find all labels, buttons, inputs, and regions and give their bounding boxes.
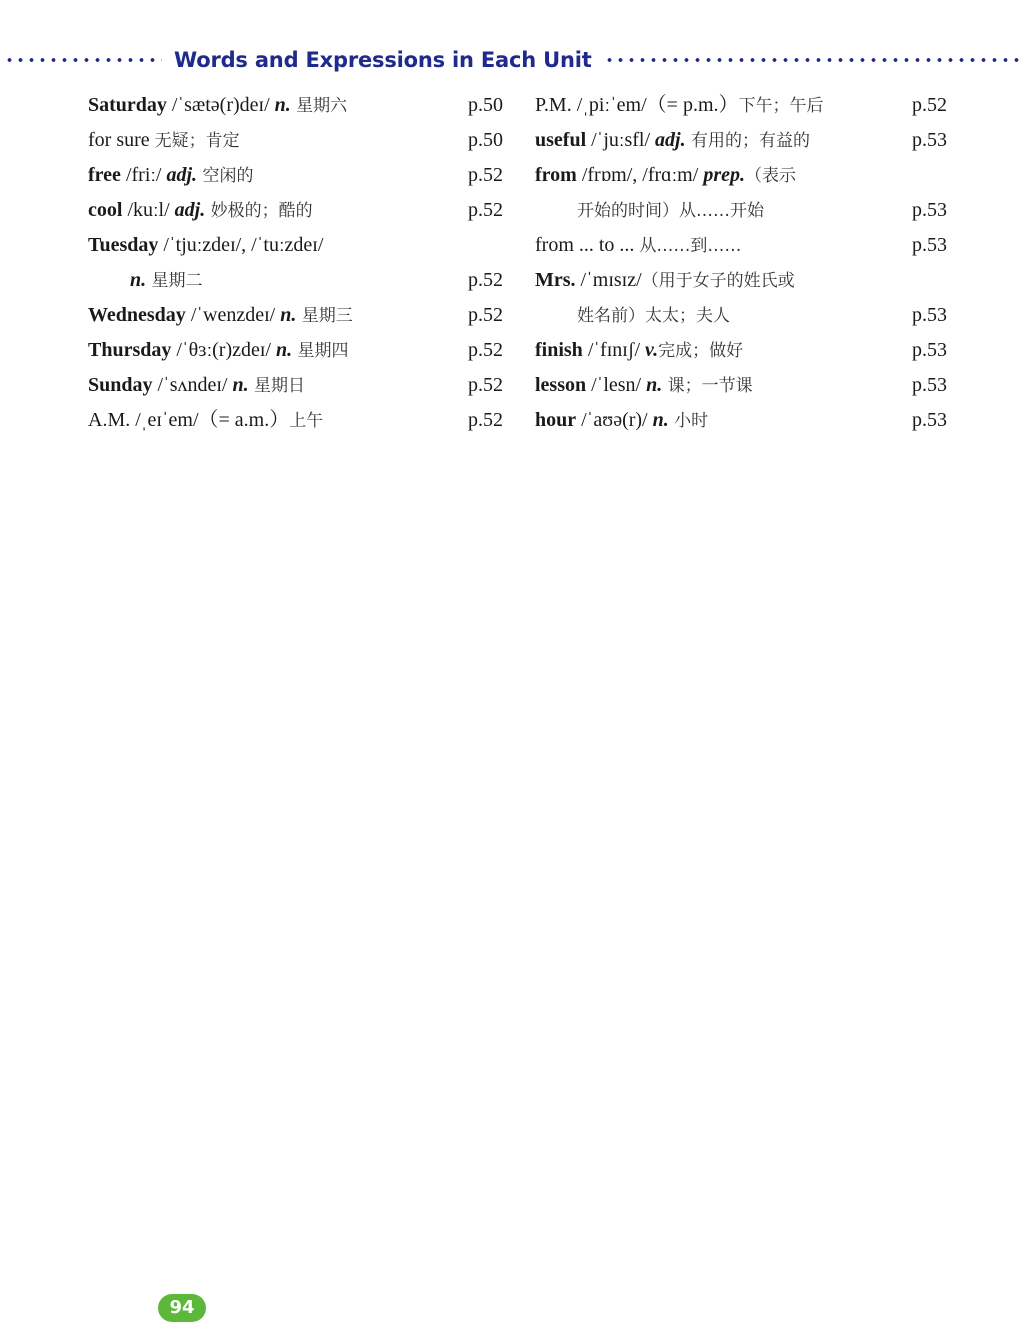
vocab-entry xyxy=(88,158,503,193)
vocab-line xyxy=(88,123,503,158)
headword: finish xyxy=(535,339,583,361)
chinese-definition: （表示 xyxy=(744,166,796,186)
page-reference: p.53 xyxy=(912,304,947,326)
vocab-entry xyxy=(535,263,947,333)
vocab-line xyxy=(88,228,503,263)
vocab-entry xyxy=(88,228,503,298)
page-reference: p.52 xyxy=(468,374,503,396)
part-of-speech: adj. xyxy=(174,199,206,221)
vocab-line xyxy=(88,333,503,368)
vocab-entry xyxy=(88,193,503,228)
part-of-speech: n. xyxy=(275,339,293,361)
vocab-line xyxy=(88,88,503,123)
phonetic: from ... to ... xyxy=(535,234,640,256)
vocab-line xyxy=(535,193,947,228)
chinese-definition: 星期六 xyxy=(290,96,348,116)
vocab-entry xyxy=(535,228,947,263)
vocab-line xyxy=(535,298,947,333)
page-reference: p.50 xyxy=(468,94,503,116)
vocab-entry xyxy=(88,123,503,158)
vocab-column-left xyxy=(88,88,503,438)
vocab-line xyxy=(535,403,947,438)
vocab-line xyxy=(88,403,503,438)
page-reference: p.52 xyxy=(912,94,947,116)
chinese-definition: 完成；做好 xyxy=(658,341,744,361)
chinese-definition: 有用的；有益的 xyxy=(685,131,810,151)
phonetic: /ˈsætə(r)deɪ/ xyxy=(166,94,275,116)
page-number: 94 xyxy=(158,1294,206,1322)
part-of-speech: n. xyxy=(652,409,669,431)
chinese-definition: 从……到…… xyxy=(639,236,742,256)
chinese-definition: 开始的时间）从……开始 xyxy=(577,201,764,221)
part-of-speech: n. xyxy=(274,94,291,116)
page-reference: p.52 xyxy=(468,304,503,326)
phonetic: P.M. /ˌpiːˈem/（= p.m.） xyxy=(535,94,739,116)
part-of-speech: n. xyxy=(130,269,147,291)
headword: lesson xyxy=(535,374,587,396)
part-of-speech: adj. xyxy=(655,129,686,151)
headword: Thursday xyxy=(88,339,172,361)
chinese-definition: 星期四 xyxy=(292,341,349,361)
page-reference: p.50 xyxy=(468,129,503,151)
vocab-line xyxy=(535,368,947,403)
chinese-definition: 星期二 xyxy=(146,271,203,291)
vocab-entry xyxy=(88,368,503,403)
header-dots-left xyxy=(4,57,162,63)
page-reference: p.53 xyxy=(912,199,947,221)
phonetic: /ˈsʌndeɪ/ xyxy=(152,374,233,396)
page-reference: p.53 xyxy=(912,374,947,396)
vocab-line xyxy=(88,193,503,228)
phonetic: /ˈjuːsfl/ xyxy=(586,129,656,151)
headword: from xyxy=(535,164,577,186)
chinese-definition: （用于女子的姓氏或 xyxy=(641,271,795,291)
phonetic: for sure xyxy=(88,129,155,151)
phonetic: /frɒm/, /frɑːm/ xyxy=(576,164,704,186)
vocab-entry xyxy=(88,333,503,368)
phonetic: /friː/ xyxy=(120,164,167,186)
phonetic: /kuːl/ xyxy=(122,199,175,221)
page-reference: p.52 xyxy=(468,409,503,431)
header-dots-right xyxy=(604,57,1022,63)
section-header xyxy=(0,44,1024,76)
phonetic: /ˈlesn/ xyxy=(586,374,647,396)
chinese-definition: 空闲的 xyxy=(197,166,254,186)
vocab-column-right xyxy=(535,88,947,438)
vocab-entry xyxy=(535,123,947,158)
vocab-line xyxy=(535,263,947,298)
phonetic: /ˈθɜː(r)zdeɪ/ xyxy=(171,339,276,361)
page-reference: p.53 xyxy=(912,234,947,256)
vocab-entry xyxy=(535,88,947,123)
headword: Saturday xyxy=(88,94,167,116)
chinese-definition: 课；一节课 xyxy=(662,376,753,396)
headword: Sunday xyxy=(88,374,153,396)
chinese-definition: 星期日 xyxy=(248,376,306,396)
phonetic: /ˈaʊə(r)/ xyxy=(576,409,653,431)
phonetic: A.M. /ˌeɪˈem/（= a.m.） xyxy=(88,409,290,431)
vocab-line xyxy=(535,123,947,158)
chinese-definition: 小时 xyxy=(668,411,709,431)
vocab-entry xyxy=(535,403,947,438)
chinese-definition: 下午；午后 xyxy=(738,96,824,116)
phonetic: /ˈtjuːzdeɪ/, /ˈtuːzdeɪ/ xyxy=(158,234,324,256)
chinese-definition: 上午 xyxy=(289,411,324,431)
page-reference: p.52 xyxy=(468,269,503,291)
vocab-entry xyxy=(535,158,947,228)
vocab-line xyxy=(535,158,947,193)
page-reference: p.52 xyxy=(468,199,503,221)
part-of-speech: n. xyxy=(280,304,297,326)
part-of-speech: n. xyxy=(646,374,663,396)
vocab-line xyxy=(535,228,947,263)
vocab-line xyxy=(88,263,503,298)
page-reference: p.53 xyxy=(912,129,947,151)
chinese-definition: 星期三 xyxy=(296,306,353,326)
vocab-line xyxy=(535,88,947,123)
part-of-speech: v. xyxy=(645,339,659,361)
headword: free xyxy=(88,164,121,186)
vocab-line xyxy=(535,333,947,368)
vocab-entry xyxy=(535,333,947,368)
vocab-entry xyxy=(88,298,503,333)
page-reference: p.53 xyxy=(912,339,947,361)
vocab-line xyxy=(88,298,503,333)
headword: useful xyxy=(535,129,587,151)
part-of-speech: prep. xyxy=(703,164,745,186)
vocab-entry xyxy=(535,368,947,403)
headword: Wednesday xyxy=(88,304,186,326)
chinese-definition: 无疑；肯定 xyxy=(154,131,240,151)
vocab-entry xyxy=(88,403,503,438)
vocab-line xyxy=(88,158,503,193)
page-reference: p.52 xyxy=(468,164,503,186)
headword: cool xyxy=(88,199,123,221)
part-of-speech: n. xyxy=(232,374,249,396)
section-title: Words and Expressions in Each Unit xyxy=(174,48,592,72)
part-of-speech: adj. xyxy=(166,164,198,186)
phonetic: /ˈwenzdeɪ/ xyxy=(185,304,281,326)
page-reference: p.53 xyxy=(912,409,947,431)
vocab-entry xyxy=(88,88,503,123)
phonetic: /ˈmɪsɪz/ xyxy=(575,269,642,291)
page-reference: p.52 xyxy=(468,339,503,361)
headword: Mrs. xyxy=(535,269,576,291)
phonetic: /ˈfɪnɪʃ/ xyxy=(582,339,646,361)
chinese-definition: 姓名前）太太；夫人 xyxy=(577,306,730,326)
chinese-definition: 妙极的；酷的 xyxy=(205,201,313,221)
headword: hour xyxy=(535,409,577,431)
vocab-line xyxy=(88,368,503,403)
headword: Tuesday xyxy=(88,234,159,256)
